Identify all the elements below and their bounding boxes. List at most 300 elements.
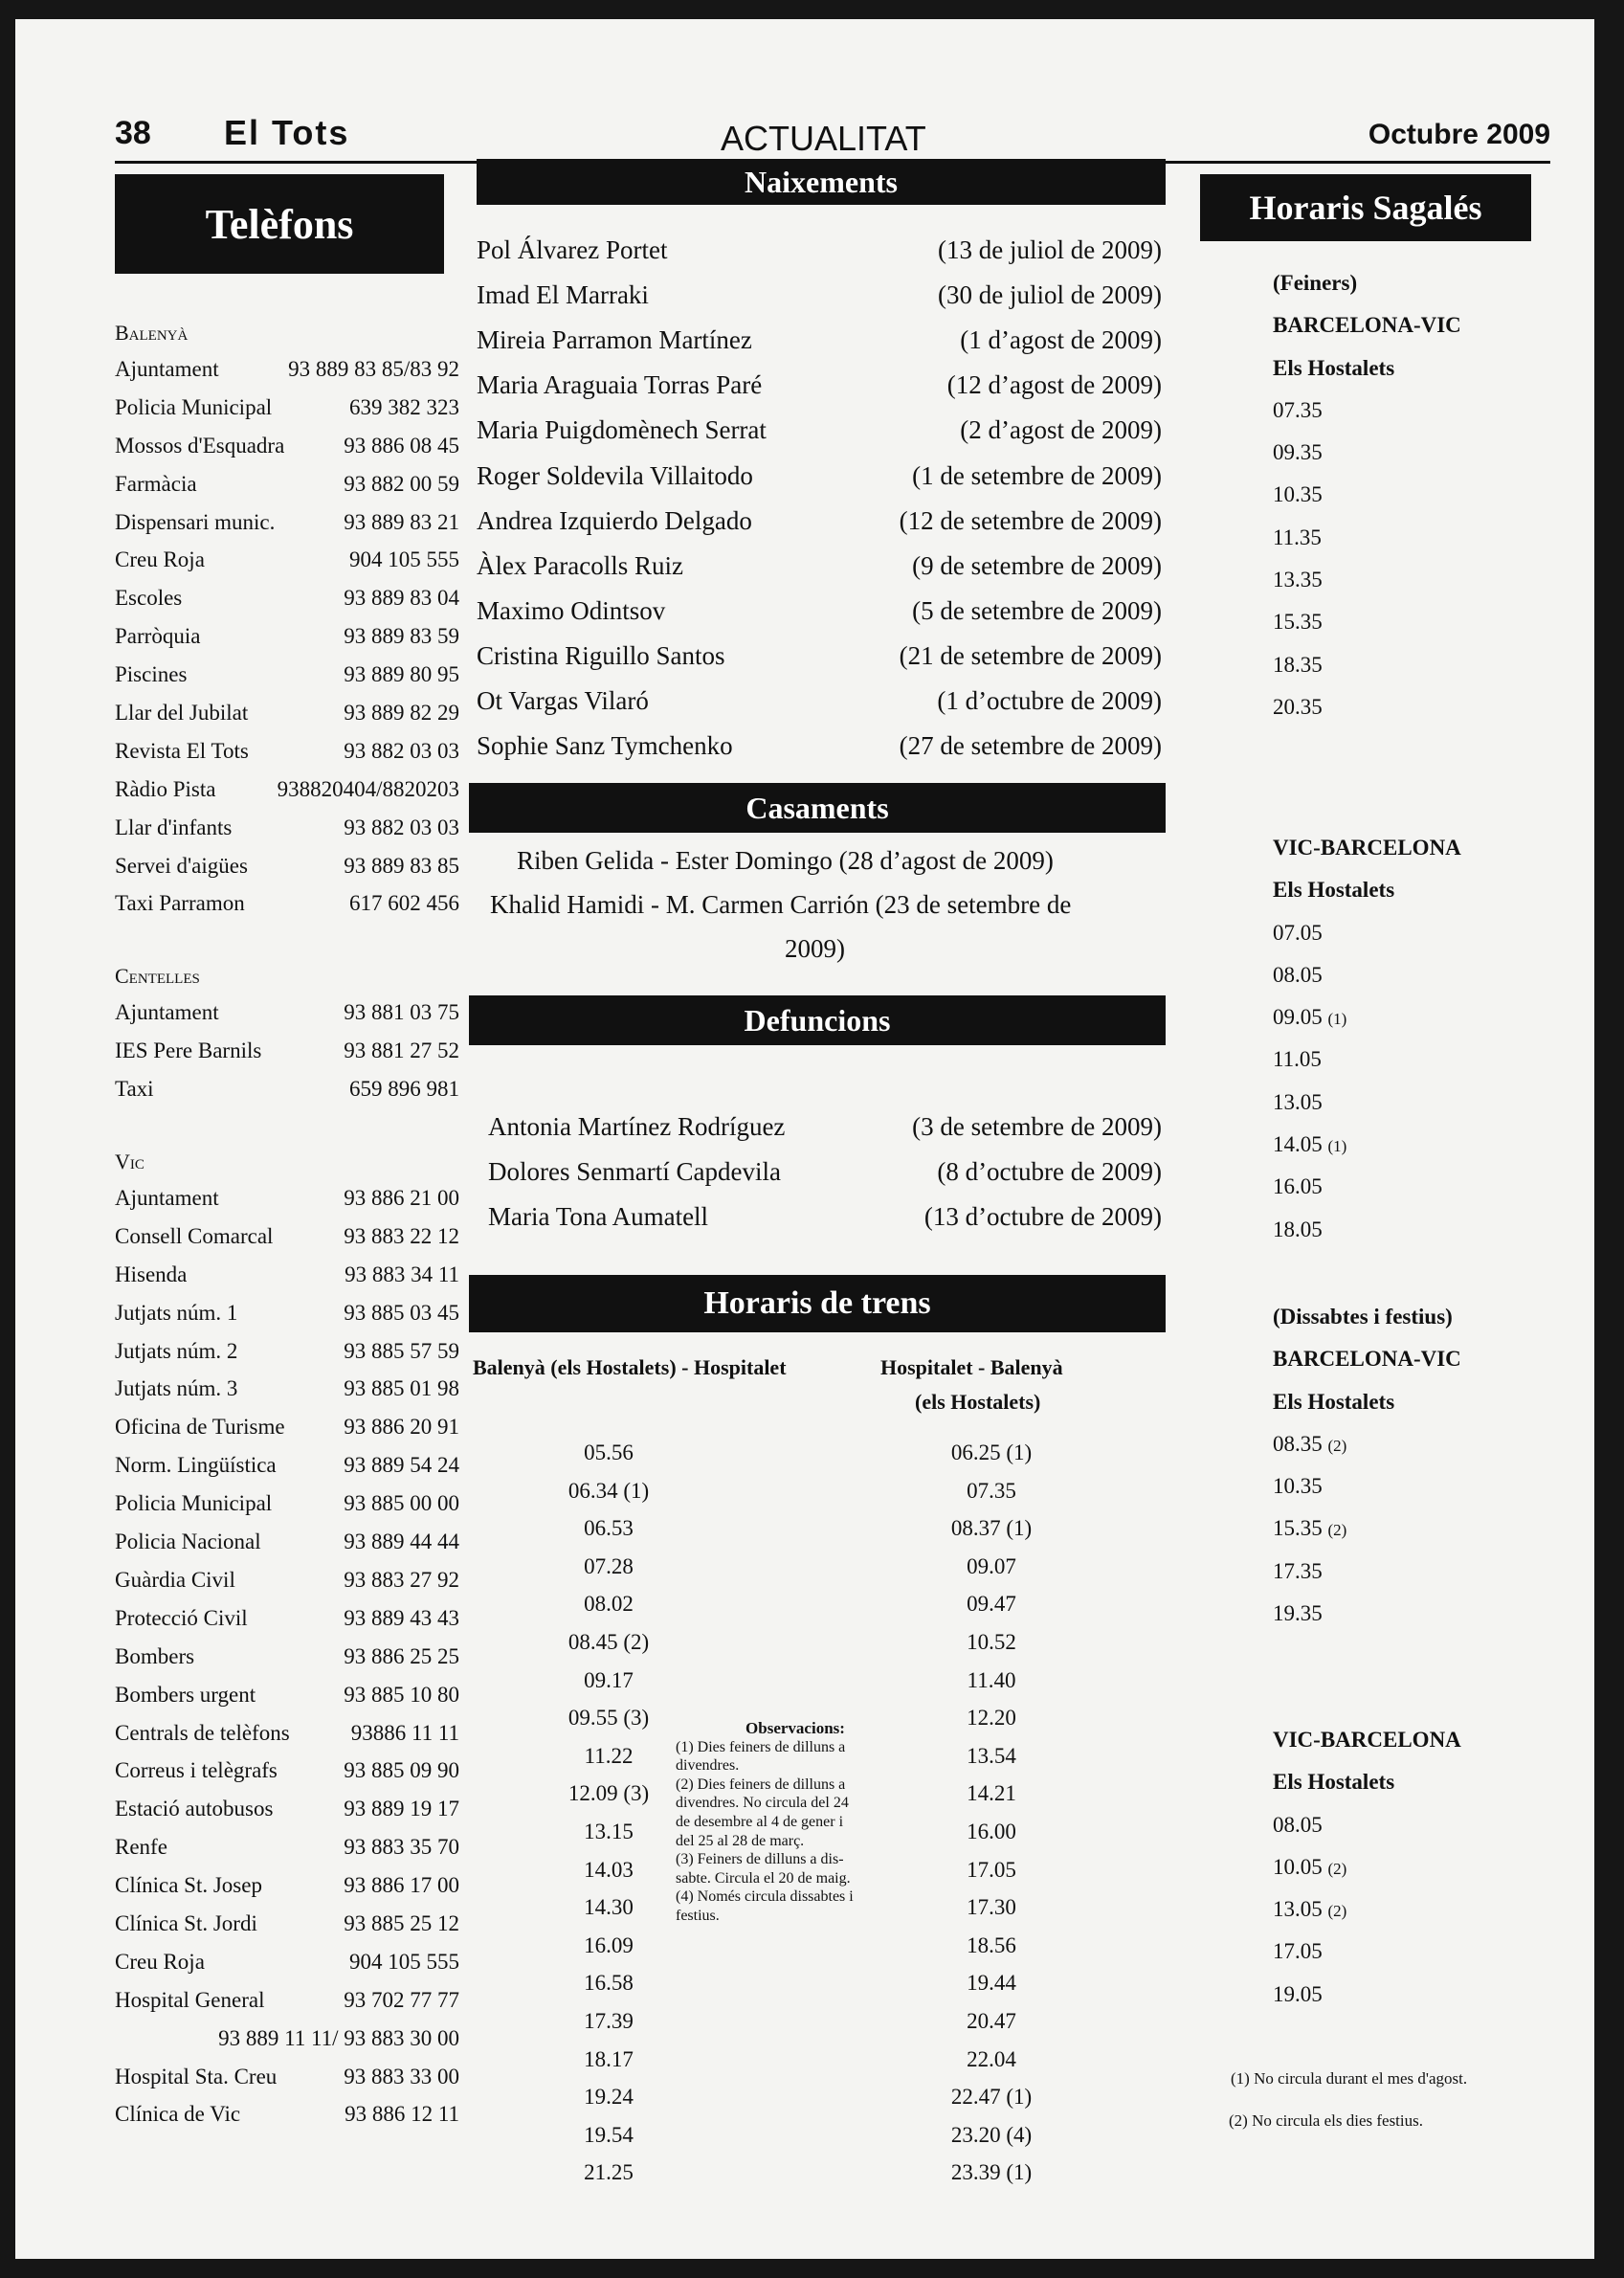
obs-line: de desembre al 4 de gener i <box>676 1813 844 1830</box>
phone-row <box>115 1332 459 1371</box>
phone-name: Dispensari munic. <box>115 509 276 534</box>
phone-number: 93 885 00 00 <box>344 1491 459 1516</box>
magazine-name: El Tots <box>224 113 350 152</box>
phone-number: 93 889 11 11/ 93 883 30 00 <box>218 2025 459 2050</box>
naixement-row <box>477 280 1162 310</box>
phone-number: 93 886 08 45 <box>344 433 459 458</box>
phone-name: Ajuntament <box>115 1000 219 1025</box>
bus-time-value: 17.35 <box>1273 1558 1323 1583</box>
phone-name: Bombers urgent <box>115 1682 256 1707</box>
obs-line: del 25 al 28 de març. <box>676 1832 805 1849</box>
person-name: Pol Álvarez Portet <box>477 235 668 264</box>
train-time: 06.53 <box>584 1516 634 1541</box>
phone-row <box>115 541 459 579</box>
sagales-route-vb: VIC-BARCELONA <box>1273 836 1461 860</box>
bus-time: 15.35 <box>1273 610 1323 635</box>
phone-name: Ajuntament <box>115 1186 219 1211</box>
defuncio-row <box>488 1157 1162 1187</box>
person-name: Maria Araguaia Torras Paré <box>477 370 763 400</box>
phone-number: 904 105 555 <box>349 1949 459 1974</box>
train-time: 14.03 <box>584 1857 634 1882</box>
event-date: (27 de setembre de 2009) <box>899 731 1162 761</box>
naixement-row <box>477 325 1162 355</box>
phone-name: Jutjats núm. 3 <box>115 1376 238 1401</box>
phone-row <box>115 884 459 923</box>
train-time: 23.39 (1) <box>950 2160 1033 2185</box>
phone-number: 93 881 27 52 <box>344 1038 459 1063</box>
phone-number: 93 885 01 98 <box>344 1376 459 1401</box>
bus-time-value: 10.05 <box>1273 1854 1323 1879</box>
trens-col1 <box>561 1434 656 2192</box>
event-date: (12 d’agost de 2009) <box>946 370 1162 400</box>
train-time: 12.09 (3) <box>567 1781 650 1806</box>
phone-row <box>115 579 459 617</box>
phone-row <box>115 1294 459 1332</box>
phone-name: Correus i telègrafs <box>115 1758 278 1783</box>
bus-time <box>1273 1551 1461 1593</box>
naixement-row <box>477 461 1162 491</box>
phone-row <box>115 1981 459 2020</box>
phone-row <box>115 1714 459 1753</box>
train-time: 21.25 <box>584 2160 634 2185</box>
phone-name: Policia Municipal <box>115 394 273 419</box>
bus-time-note: (1) <box>1327 1137 1347 1156</box>
phone-number: 93 702 77 77 <box>344 1987 459 2012</box>
person-name: Antonia Martínez Rodríguez <box>488 1112 786 1141</box>
bus-time-note: (2) <box>1327 1859 1347 1878</box>
naixement-row <box>477 235 1162 265</box>
naixement-row <box>477 731 1162 761</box>
naixements-title: Naixements <box>477 159 1166 205</box>
bus-time <box>1273 1209 1461 1251</box>
train-time: 09.47 <box>967 1592 1016 1617</box>
phone-name: Consell Comarcal <box>115 1223 274 1248</box>
bus-time-value: 10.35 <box>1273 1474 1323 1499</box>
defuncions-title: Defuncions <box>469 995 1166 1045</box>
phone-row <box>115 2095 459 2133</box>
phone-number: 93 882 03 03 <box>344 738 459 763</box>
phone-row <box>115 1070 459 1108</box>
phone-row <box>115 1217 459 1256</box>
phone-name: Farmàcia <box>115 471 197 496</box>
phone-name: Jutjats núm. 1 <box>115 1300 238 1325</box>
bus-time <box>1273 1804 1461 1846</box>
person-name: Àlex Paracolls Ruiz <box>477 550 683 580</box>
phone-number: 93 889 19 17 <box>344 1797 459 1821</box>
phone-name: Jutjats núm. 2 <box>115 1338 238 1363</box>
bus-time-value: 14.05 <box>1273 1132 1323 1157</box>
phone-name: Llar del Jubilat <box>115 701 249 726</box>
phone-name: Estació autobusos <box>115 1797 274 1821</box>
phone-number: 93 886 25 25 <box>344 1643 459 1668</box>
defuncio-row <box>488 1202 1162 1232</box>
bus-time: 07.35 <box>1273 397 1323 422</box>
bus-time-value: 08.05 <box>1273 962 1323 987</box>
phone-name: Renfe <box>115 1835 167 1860</box>
phone-number: 93 885 25 12 <box>344 1910 459 1935</box>
issue-date: Octubre 2009 <box>1368 119 1550 150</box>
phone-row <box>115 770 459 809</box>
bus-time <box>1273 1846 1461 1888</box>
naixement-row <box>477 370 1162 400</box>
train-time: 20.47 <box>967 2008 1016 2033</box>
phone-number: 93 883 27 92 <box>344 1567 459 1592</box>
phone-row <box>115 389 459 427</box>
defuncio-row <box>488 1112 1162 1142</box>
group-gap <box>115 923 459 959</box>
phone-name: Ràdio Pista <box>115 776 216 801</box>
sagales-route-vb: VIC-BARCELONA <box>1273 1728 1461 1752</box>
phone-number: 93 886 21 00 <box>344 1186 459 1211</box>
bus-time-value: 18.05 <box>1273 1217 1323 1241</box>
phone-name: Clínica St. Jordi <box>115 1910 257 1935</box>
sagales-feiners-vb <box>1273 827 1461 1251</box>
phone-group-title: Balenyà <box>115 321 189 345</box>
train-time: 13.15 <box>584 1819 634 1843</box>
train-time: 17.39 <box>584 2008 634 2033</box>
casament-2-cont: 2009) <box>785 934 845 963</box>
bus-time-value: 13.05 <box>1273 1897 1323 1922</box>
phone-row <box>115 1561 459 1599</box>
phone-row <box>115 1370 459 1408</box>
bus-time <box>1273 1124 1461 1166</box>
bus-time-note: (2) <box>1327 1436 1347 1455</box>
event-date: (8 d’octubre de 2009) <box>937 1157 1162 1186</box>
page-number: 38 <box>115 115 151 151</box>
phone-number: 93 889 83 04 <box>344 586 459 611</box>
bus-time <box>1273 1038 1461 1081</box>
train-time: 19.44 <box>967 1971 1016 1996</box>
bus-time: 13.35 <box>1273 568 1323 592</box>
telefons-title: Telèfons <box>115 174 444 274</box>
phone-name: IES Pere Barnils <box>115 1038 262 1063</box>
obs-line: divendres. No circula del 24 <box>676 1795 849 1812</box>
phone-number: 93 889 43 43 <box>344 1605 459 1630</box>
phone-row <box>115 732 459 770</box>
bus-time-value: 19.35 <box>1273 1601 1323 1626</box>
train-time: 18.56 <box>967 1932 1016 1957</box>
phone-number: 639 382 323 <box>349 394 459 419</box>
phone-row <box>115 1638 459 1676</box>
sagales-route-bv: BARCELONA-VIC <box>1273 1347 1461 1372</box>
phone-name: Taxi Parramon <box>115 891 245 916</box>
event-date: (21 de setembre de 2009) <box>899 640 1162 670</box>
phone-row <box>115 503 459 542</box>
train-time: 09.17 <box>584 1667 634 1692</box>
obs-line: (4) Només circula dissabtes i <box>676 1888 854 1906</box>
obs-line: (1) Dies feiners de dilluns a <box>676 1738 846 1755</box>
train-time: 22.04 <box>967 2046 1016 2071</box>
phone-row <box>115 1446 459 1485</box>
train-time: 17.05 <box>967 1857 1016 1882</box>
bus-time-value: 19.05 <box>1273 1981 1323 2006</box>
telefons-list <box>115 316 459 2133</box>
section-title: ACTUALITAT <box>721 119 926 158</box>
obs-line: festius. <box>676 1907 720 1924</box>
phone-row <box>115 1790 459 1828</box>
train-time: 16.09 <box>584 1932 634 1957</box>
bus-time <box>1273 996 1461 1038</box>
naixement-row <box>477 551 1162 581</box>
phone-row <box>115 2058 459 2096</box>
train-time: 16.58 <box>584 1971 634 1996</box>
obs-line: sabte. Circula el 20 de maig. <box>676 1869 851 1887</box>
phone-name: Creu Roja <box>115 1949 205 1974</box>
bus-time <box>1273 1888 1461 1931</box>
phone-row <box>115 1943 459 1981</box>
phone-name: Taxi <box>115 1077 154 1102</box>
phone-row <box>115 427 459 465</box>
person-name: Sophie Sanz Tymchenko <box>477 731 733 761</box>
phone-group-title: Centelles <box>115 964 200 989</box>
train-time: 14.30 <box>584 1895 634 1920</box>
phone-number: 93 889 80 95 <box>344 662 459 687</box>
phone-row <box>115 1599 459 1638</box>
phone-row <box>115 694 459 732</box>
sagales-stop: Els Hostalets <box>1273 1770 1395 1795</box>
train-time: 05.56 <box>584 1440 634 1464</box>
trens-col2-title: Hospitalet - Balenyà <box>880 1355 1063 1379</box>
phone-name: Escoles <box>115 586 183 611</box>
phone-row <box>115 1866 459 1905</box>
phone-row <box>115 1676 459 1714</box>
sagales-feiners: (Feiners) <box>1273 271 1358 295</box>
naixement-row <box>477 641 1162 671</box>
trens-col1-title: Balenyà (els Hostalets) - Hospitalet <box>473 1355 787 1379</box>
train-time: 08.37 (1) <box>950 1516 1033 1541</box>
bus-time-value: 08.05 <box>1273 1812 1323 1837</box>
bus-time-value: 16.05 <box>1273 1174 1323 1199</box>
phone-name: Mossos d'Esquadra <box>115 433 285 458</box>
train-time: 19.54 <box>584 2122 634 2147</box>
bus-time-value: 17.05 <box>1273 1939 1323 1964</box>
phone-name: Guàrdia Civil <box>115 1567 235 1592</box>
phone-number: 93 889 82 29 <box>344 701 459 726</box>
event-date: (3 de setembre de 2009) <box>912 1112 1162 1141</box>
trens-observacions <box>676 1719 915 1926</box>
sagales-feiners-bv <box>1273 262 1461 728</box>
bus-time <box>1273 1593 1461 1635</box>
person-name: Dolores Senmartí Capdevila <box>488 1157 781 1186</box>
trens-title: Horaris de trens <box>469 1275 1166 1332</box>
phone-number: 93 889 83 59 <box>344 624 459 649</box>
phone-name: Hospital General <box>115 1987 265 2012</box>
phone-row <box>115 656 459 694</box>
phone-row <box>115 1523 459 1561</box>
phone-name: Clínica de Vic <box>115 2102 241 2127</box>
obs-line: (3) Feiners de dilluns a dis- <box>676 1851 844 1868</box>
naixement-row <box>477 506 1162 536</box>
phone-number: 93 883 22 12 <box>344 1223 459 1248</box>
person-name: Ot Vargas Vilaró <box>477 686 649 715</box>
casaments-title: Casaments <box>469 783 1166 833</box>
train-time: 07.35 <box>967 1478 1016 1503</box>
train-time: 18.17 <box>584 2046 634 2071</box>
bus-time <box>1273 954 1461 996</box>
bus-time <box>1273 1423 1461 1465</box>
phone-row <box>115 465 459 503</box>
phone-number: 93 889 83 85/83 92 <box>288 357 459 381</box>
phone-row <box>115 994 459 1032</box>
bus-time-note: (2) <box>1327 1902 1347 1921</box>
phone-number: 938820404/8820203 <box>277 776 459 801</box>
train-time: 23.20 (4) <box>950 2122 1033 2147</box>
sagales-stop: Els Hostalets <box>1273 878 1395 903</box>
event-date: (5 de setembre de 2009) <box>912 595 1162 625</box>
phone-row <box>115 617 459 656</box>
bus-time-value: 07.05 <box>1273 920 1323 945</box>
sagales-route-bv: BARCELONA-VIC <box>1273 313 1461 338</box>
obs-line: (2) Dies feiners de dilluns a <box>676 1776 846 1793</box>
phone-number: 93 882 03 03 <box>344 815 459 839</box>
phone-name: Policia Nacional <box>115 1530 261 1554</box>
phone-number: 93 885 57 59 <box>344 1338 459 1363</box>
phone-row <box>115 1828 459 1866</box>
event-date: (2 d’agost de 2009) <box>960 415 1162 445</box>
phone-number: 93 881 03 75 <box>344 1000 459 1025</box>
event-date: (1 d’octubre de 2009) <box>937 686 1162 715</box>
phone-name: Parròquia <box>115 624 201 649</box>
sagales-stop: Els Hostalets <box>1273 355 1395 380</box>
person-name: Andrea Izquierdo Delgado <box>477 505 752 535</box>
phone-name: Hisenda <box>115 1262 188 1286</box>
train-time: 06.34 (1) <box>567 1478 650 1503</box>
phone-number: 93 889 54 24 <box>344 1453 459 1478</box>
phone-row <box>115 1485 459 1523</box>
event-date: (13 d’octubre de 2009) <box>923 1202 1162 1231</box>
phone-row <box>115 847 459 885</box>
phone-name: Llar d'infants <box>115 815 233 839</box>
phone-group-title: Vic <box>115 1150 145 1174</box>
magazine-page <box>15 19 1594 2259</box>
phone-name: Norm. Lingüística <box>115 1453 277 1478</box>
person-name: Maria Tona Aumatell <box>488 1202 709 1231</box>
phone-number: 93 889 44 44 <box>344 1530 459 1554</box>
event-date: (12 de setembre de 2009) <box>899 505 1162 535</box>
bus-time: 18.35 <box>1273 652 1323 677</box>
phone-row <box>115 2020 459 2058</box>
sagales-festius-bv <box>1273 1296 1461 1635</box>
event-date: (1 de setembre de 2009) <box>912 460 1162 490</box>
person-name: Maximo Odintsov <box>477 595 666 625</box>
bus-time <box>1273 1082 1461 1124</box>
bus-time-value: 08.35 <box>1273 1431 1323 1456</box>
phone-row <box>115 350 459 389</box>
bus-time-value: 13.05 <box>1273 1089 1323 1114</box>
train-time: 22.47 (1) <box>950 2085 1033 2110</box>
train-time: 08.02 <box>584 1592 634 1617</box>
phone-row <box>115 1752 459 1790</box>
phone-name: Oficina de Turisme <box>115 1415 285 1440</box>
phone-number: 93 886 17 00 <box>344 1873 459 1898</box>
train-time: 08.45 (2) <box>567 1629 650 1654</box>
person-name: Roger Soldevila Villaitodo <box>477 460 753 490</box>
casament-1: Riben Gelida - Ester Domingo (28 d’agost de 2009) <box>517 846 1054 875</box>
phone-name: Servei d'aigües <box>115 853 248 878</box>
phone-number: 93 889 83 85 <box>344 853 459 878</box>
train-time: 14.21 <box>967 1781 1016 1806</box>
phone-number: 93886 11 11 <box>350 1720 459 1745</box>
phone-name: Clínica St. Josep <box>115 1873 262 1898</box>
person-name: Mireia Parramon Martínez <box>477 325 752 355</box>
phone-name: Policia Municipal <box>115 1491 273 1516</box>
phone-number: 904 105 555 <box>349 547 459 572</box>
train-time: 09.55 (3) <box>567 1706 650 1731</box>
sagales-festius: (Dissabtes i festius) <box>1273 1305 1453 1329</box>
sagales-note-2: (2) No circula els dies festius. <box>1229 2111 1423 2130</box>
naixement-row <box>477 596 1162 626</box>
phone-number: 93 885 10 80 <box>344 1682 459 1707</box>
sagales-title: Horaris Sagalés <box>1200 174 1531 241</box>
phone-name: Bombers <box>115 1643 195 1668</box>
phone-number: 93 886 20 91 <box>344 1415 459 1440</box>
obs-line: divendres. <box>676 1757 740 1775</box>
phone-row <box>115 809 459 847</box>
train-time: 13.54 <box>967 1743 1016 1768</box>
bus-time: 09.35 <box>1273 440 1323 465</box>
train-time: 11.40 <box>967 1667 1016 1692</box>
train-time: 16.00 <box>967 1819 1016 1843</box>
phone-name: Protecció Civil <box>115 1605 248 1630</box>
train-time: 11.22 <box>584 1743 634 1768</box>
sagales-note-1: (1) No circula durant el mes d'agost. <box>1231 2069 1468 2088</box>
bus-time-value: 09.05 <box>1273 1005 1323 1030</box>
train-time: 12.20 <box>967 1706 1016 1731</box>
event-date: (1 d’agost de 2009) <box>960 325 1162 355</box>
phone-number: 93 883 35 70 <box>344 1835 459 1860</box>
phone-row <box>115 1256 459 1294</box>
phone-number: 93 883 33 00 <box>344 2064 459 2088</box>
event-date: (30 de juliol de 2009) <box>938 280 1162 310</box>
phone-row <box>115 1032 459 1070</box>
phone-name: Hospital Sta. Creu <box>115 2064 278 2088</box>
phone-number: 93 889 83 21 <box>344 509 459 534</box>
sagales-stop: Els Hostalets <box>1273 1389 1395 1414</box>
phone-name: Piscines <box>115 662 188 687</box>
phone-number: 93 885 09 90 <box>344 1758 459 1783</box>
bus-time-value: 11.05 <box>1273 1047 1322 1072</box>
train-time: 10.52 <box>967 1629 1016 1654</box>
phone-number: 93 882 00 59 <box>344 471 459 496</box>
sagales-festius-vb <box>1273 1719 1461 2016</box>
casament-2: Khalid Hamidi - M. Carmen Carrión (23 de setembre de <box>490 890 1072 919</box>
phone-name: Creu Roja <box>115 547 205 572</box>
bus-time: 11.35 <box>1273 525 1322 549</box>
trens-col2 <box>934 1434 1049 2192</box>
trens-col2-subtitle: (els Hostalets) <box>915 1390 1041 1414</box>
phone-number: 659 896 981 <box>349 1077 459 1102</box>
train-time: 07.28 <box>584 1553 634 1578</box>
group-gap <box>115 1108 459 1145</box>
phone-name: Revista El Tots <box>115 738 249 763</box>
bus-time-value: 15.35 <box>1273 1516 1323 1541</box>
phone-number: 617 602 456 <box>349 891 459 916</box>
phone-row <box>115 1179 459 1217</box>
bus-time <box>1273 1931 1461 1973</box>
bus-time: 10.35 <box>1273 482 1323 507</box>
phone-row <box>115 1408 459 1446</box>
bus-time-note: (2) <box>1327 1521 1347 1540</box>
bus-time: 20.35 <box>1273 694 1323 719</box>
phone-number: 93 885 03 45 <box>344 1300 459 1325</box>
train-time: 09.07 <box>967 1553 1016 1578</box>
bus-time <box>1273 1508 1461 1550</box>
bus-time <box>1273 1166 1461 1208</box>
train-time: 17.30 <box>967 1895 1016 1920</box>
person-name: Cristina Riguillo Santos <box>477 640 725 670</box>
bus-time <box>1273 1465 1461 1508</box>
bus-time-note: (1) <box>1327 1010 1347 1029</box>
